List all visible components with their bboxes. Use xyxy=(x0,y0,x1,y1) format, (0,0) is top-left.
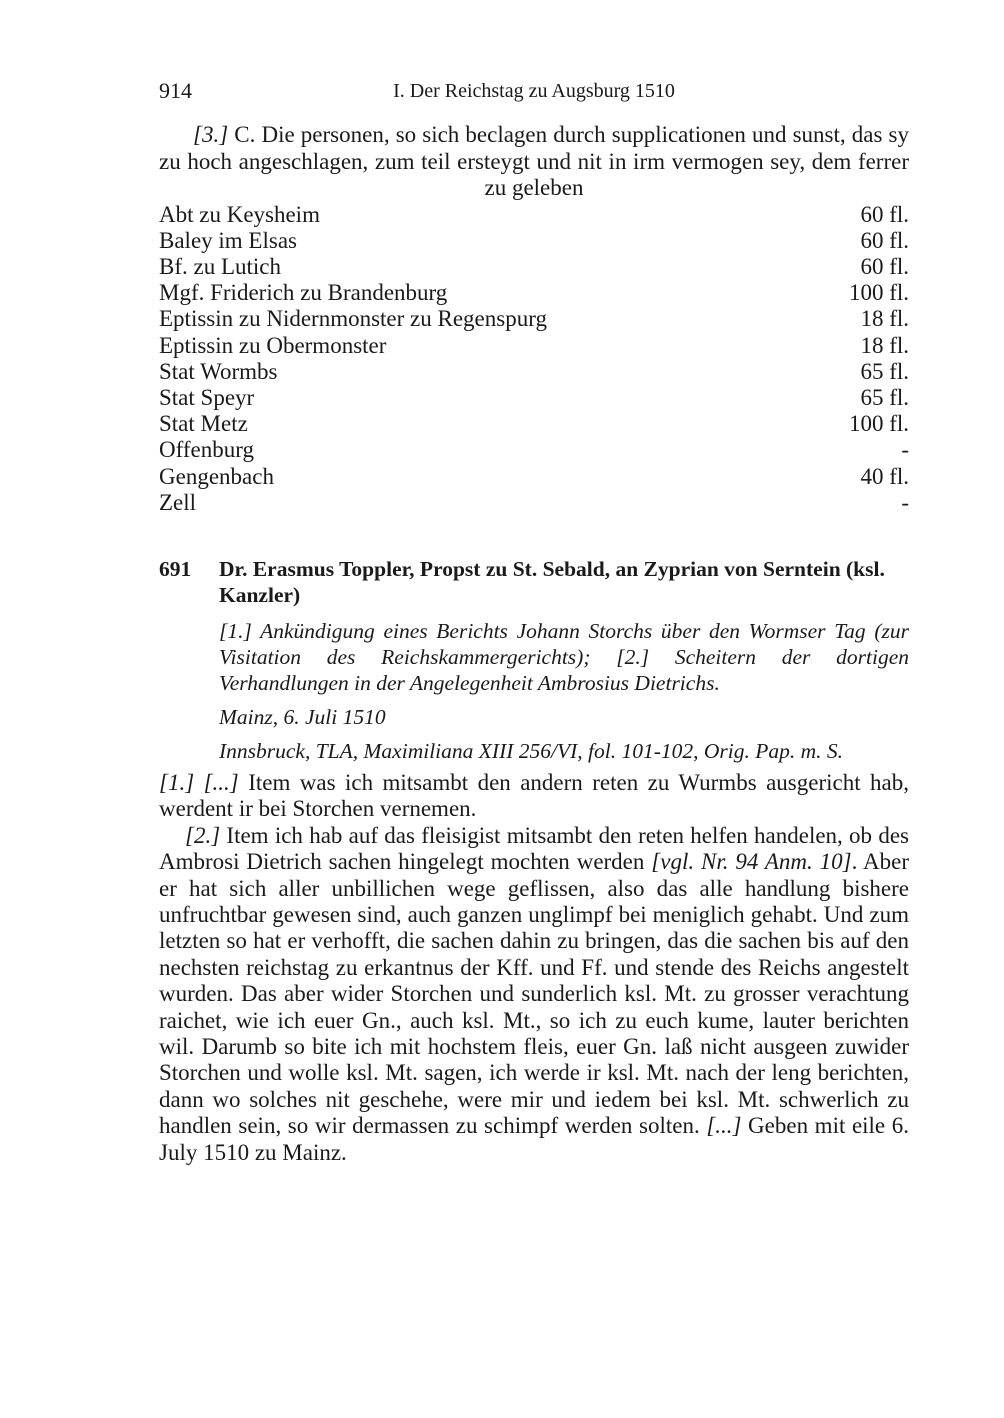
assessment-amount: 100 fl. xyxy=(848,411,909,437)
document-regest: [1.] Ankündigung eines Berichts Johann Storchs über den Wormser Tag (zur Visitation des Reichskammergerichts); [2.] Scheitern der dortigen Verhandlungen in der Angelegenheit Ambrosius Dietrichs. xyxy=(219,618,909,695)
assessment-row xyxy=(159,306,909,332)
assessment-row xyxy=(159,437,909,463)
assessment-row xyxy=(159,254,909,280)
section-intro xyxy=(159,122,909,202)
assessment-row xyxy=(159,228,909,254)
running-head xyxy=(159,78,909,108)
assessment-table xyxy=(159,202,909,516)
assessment-amount: 65 fl. xyxy=(860,358,909,384)
intro-paragraph xyxy=(159,122,909,202)
paragraph-marker: [1.] [...] xyxy=(159,769,239,795)
document-691 xyxy=(159,556,909,1166)
assessment-name: Eptissin zu Nidernmonster zu Regenspurg xyxy=(159,306,547,332)
text-paragraph-1 xyxy=(159,770,909,823)
assessment-amount: 60 fl. xyxy=(860,201,909,227)
assessment-row xyxy=(159,385,909,411)
assessment-row xyxy=(159,202,909,228)
assessment-name: Baley im Elsas xyxy=(159,227,297,253)
paragraph-text: . Aber er hat sich aller unbillichen wege geflissen, also das alle handlung bishere unfruchtbar gewesen sind, auch ganzen unglimpf bei meniglich gehabt. Und zum letzten so hat er verhofft, die sachen dahin zu bringen, das die sachen bis auf den nechsten reichstag zu erkantnus der Kff. und Ff. und stende des Reichs angestelt wurden. Das aber wider Storchen und sunderlich ksl. Mt. zu grosser verachtung raichet, wie ich euer Gn., auch ksl. Mt., so ich zu euch kume, lauter berichten wil. Darumb so bite ich mit hochstem fleis, euer Gn. laß nicht ausgeen zuwider Storchen und wolle ksl. Mt. sagen, ich werde ir ksl. Mt. nach der leng berichten, dann wo solches nit geschehe, were mir und iedem bei ksl. Mt. schwerlich zu handlen sein, so wir dermassen zu schimpf werden solten. xyxy=(159,849,909,1139)
document-title: Dr. Erasmus Toppler, Propst zu St. Sebald, an Zyprian von Serntein (ksl. Kanzler) xyxy=(219,556,885,607)
assessment-row xyxy=(159,490,909,516)
paragraph-marker: [2.] xyxy=(185,822,221,848)
document-heading xyxy=(159,556,909,608)
assessment-amount: - xyxy=(901,437,909,463)
assessment-name: Offenburg xyxy=(159,437,254,463)
assessment-name: Stat Speyr xyxy=(159,384,255,410)
assessment-name: Mgf. Friderich zu Brandenburg xyxy=(159,280,448,306)
document-source: Innsbruck, TLA, Maximiliana XIII 256/VI, fol. 101-102, Orig. Pap. m. S. xyxy=(219,738,844,763)
assessment-amount: 65 fl. xyxy=(860,384,909,410)
assessment-row xyxy=(159,280,909,306)
paragraph-text: Item was ich mitsambt den andern reten zu Wurmbs ausgericht hab, werdent ir bei Storchen vernemen. xyxy=(159,769,909,822)
assessment-amount: 100 fl. xyxy=(848,280,909,306)
assessment-row xyxy=(159,359,909,385)
assessment-amount: 60 fl. xyxy=(860,253,909,279)
assessment-name: Bf. zu Lutich xyxy=(159,253,281,279)
assessment-name: Gengenbach xyxy=(159,463,274,489)
paragraph-text: Item ich hab auf das fleisigist mitsambt den reten helfen handelen, ob des Ambrosi Dietrich sachen hingelegt mochten werden xyxy=(159,822,909,875)
document-number: 691 xyxy=(159,556,192,581)
assessment-amount: - xyxy=(901,489,909,515)
page-number: 914 xyxy=(159,78,192,103)
assessment-name: Zell xyxy=(159,489,197,515)
assessment-row xyxy=(159,464,909,490)
assessment-amount: 18 fl. xyxy=(860,332,909,358)
section-marker: [3.] xyxy=(193,122,229,147)
closing-formula: Geben mit eile 6. July 1510 zu Mainz. xyxy=(159,1113,909,1165)
intro-text: C. Die personen, so sich beclagen durch supplicationen und sunst, das sy zu hoch angeschlagen, zum teil ersteygt und nit in irm vermogen sey, dem ferrer zu geleben xyxy=(159,122,909,200)
assessment-row xyxy=(159,333,909,359)
assessment-name: Eptissin zu Obermonster xyxy=(159,332,387,358)
omission-marker: [...] xyxy=(706,1113,742,1139)
cross-reference: [vgl. Nr. 94 Anm. 10] xyxy=(651,849,852,875)
assessment-row xyxy=(159,411,909,437)
running-title: I. Der Reichstag zu Augsburg 1510 xyxy=(393,80,675,102)
document-text xyxy=(159,770,909,1166)
document-place-date: Mainz, 6. Juli 1510 xyxy=(219,704,386,729)
assessment-name: Stat Metz xyxy=(159,411,248,437)
assessment-name: Abt zu Keysheim xyxy=(159,201,320,227)
assessment-amount: 60 fl. xyxy=(860,227,909,253)
text-paragraph-2 xyxy=(159,823,909,1166)
assessment-name: Stat Wormbs xyxy=(159,358,278,384)
page xyxy=(159,78,909,1166)
assessment-amount: 40 fl. xyxy=(860,463,909,489)
assessment-amount: 18 fl. xyxy=(860,306,909,332)
